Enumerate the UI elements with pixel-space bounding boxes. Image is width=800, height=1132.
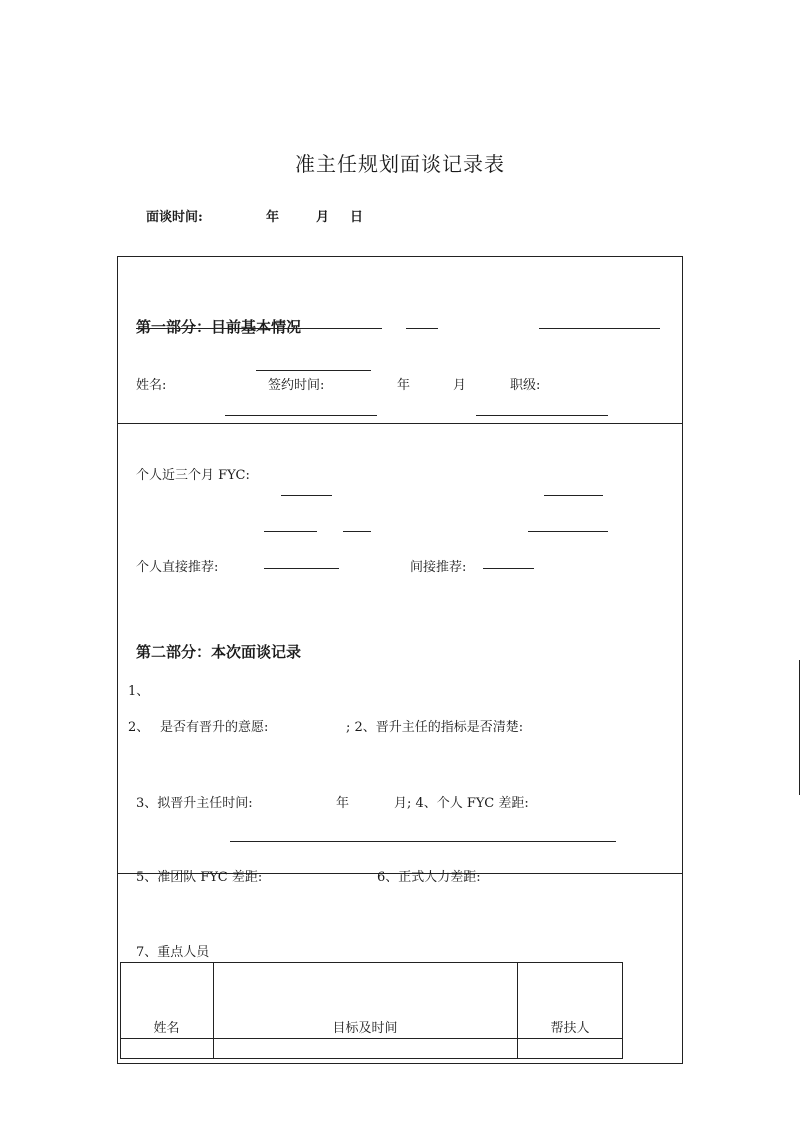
- sign-time-blank: [256, 370, 371, 371]
- fyc-blank: [281, 495, 332, 496]
- direct-recommend-label: 个人直接推荐:: [136, 560, 219, 575]
- sign-month-label: 月: [453, 378, 467, 393]
- section-divider: [117, 423, 683, 424]
- direct-recommend-blank: [264, 568, 339, 569]
- rank-blank: [476, 415, 608, 416]
- item-3-promotion-time: 3、拟晋升主任时间:: [136, 796, 253, 811]
- fyc-blank: [264, 531, 317, 532]
- sign-time-label: 签约时间:: [268, 378, 325, 393]
- rank-label: 职级:: [510, 378, 541, 393]
- item-5-team-fyc-gap: 5、准团队 FYC 差距:: [136, 870, 263, 885]
- table-header-goal-time: 目标及时间: [332, 1021, 398, 1036]
- interview-day-label: 日: [350, 210, 364, 225]
- item-6-manpower-gap: 6、正式人力差距:: [377, 870, 481, 885]
- interview-month-label: 月: [316, 210, 330, 225]
- table-column-divider: [213, 962, 214, 1059]
- table-row-divider: [120, 1038, 623, 1039]
- table-header-helper: 帮扶人: [550, 1021, 590, 1036]
- blank-line: [406, 328, 438, 329]
- interview-time-label: 面谈时间:: [146, 210, 203, 225]
- name-label: 姓名:: [136, 378, 167, 393]
- item-4-blank: [230, 841, 616, 842]
- fyc-blank: [544, 495, 603, 496]
- table-column-divider: [517, 962, 518, 1059]
- part2-heading: 第二部分：本次面谈记录: [136, 643, 302, 661]
- blank-line: [539, 328, 660, 329]
- item-4-fyc-gap: 月; 4、个人 FYC 差距:: [394, 796, 529, 811]
- page-title: 准主任规划面谈记录表: [295, 152, 505, 176]
- fyc-label: 个人近三个月 FYC:: [136, 468, 250, 483]
- part1-heading: 第一部分：目前基本情况: [136, 318, 302, 336]
- fyc-blank: [343, 531, 371, 532]
- sign-year-label: 年: [397, 378, 411, 393]
- table-header-name: 姓名: [153, 1021, 180, 1036]
- item-3-year: 年: [336, 796, 350, 811]
- item-1: 1、: [128, 684, 150, 699]
- item-2-willingness: 是否有晋升的意愿:: [160, 720, 269, 735]
- interview-year-label: 年: [266, 210, 280, 225]
- indirect-recommend-blank: [483, 568, 534, 569]
- indirect-recommend-label: 间接推荐:: [410, 560, 467, 575]
- key-personnel-table: [120, 962, 623, 1059]
- fyc-blank: [528, 531, 608, 532]
- heading-strike-line: [136, 328, 382, 329]
- name-blank: [225, 415, 377, 416]
- item-2-number: 2、: [128, 720, 150, 735]
- item-2-criteria: ; 2、晋升主任的指标是否清楚:: [346, 720, 524, 735]
- item-7-key-personnel: 7、重点人员: [136, 945, 210, 960]
